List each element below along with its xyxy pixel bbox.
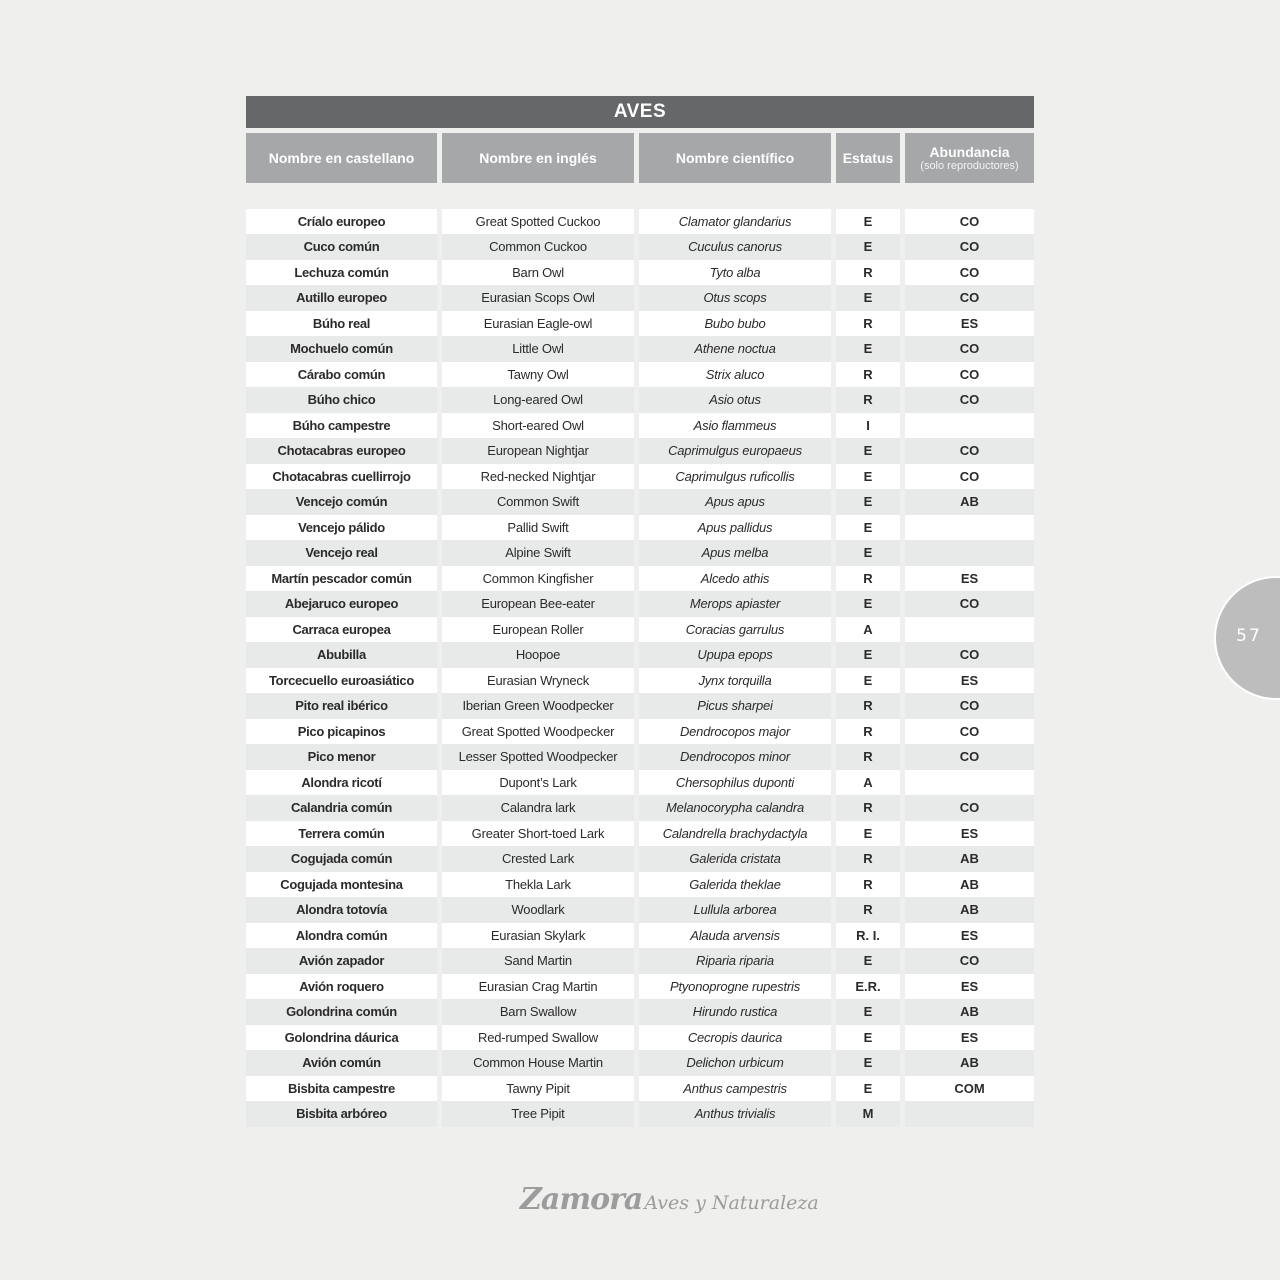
table-row [246, 744, 1034, 770]
cell-english-name: Alpine Swift [442, 540, 634, 566]
cell-scientific-name: Apus melba [639, 540, 831, 566]
header-abundance-label: Abundancia [929, 143, 1010, 160]
birds-table [241, 133, 1039, 1127]
table-row [246, 770, 1034, 796]
cell-abundance: CO [905, 795, 1034, 821]
table-row [246, 540, 1034, 566]
table-row [246, 260, 1034, 286]
cell-abundance: CO [905, 438, 1034, 464]
cell-spanish-name: Bisbita arbóreo [246, 1101, 437, 1127]
cell-status: M [836, 1101, 900, 1127]
cell-scientific-name: Merops apiaster [639, 591, 831, 617]
cell-english-name: Crested Lark [442, 846, 634, 872]
cell-scientific-name: Asio flammeus [639, 413, 831, 439]
cell-english-name: Iberian Green Woodpecker [442, 693, 634, 719]
cell-status: E [836, 285, 900, 311]
table-row [246, 209, 1034, 235]
cell-abundance: CO [905, 336, 1034, 362]
table-row [246, 846, 1034, 872]
cell-status: E [836, 591, 900, 617]
cell-english-name: Tree Pipit [442, 1101, 634, 1127]
header-status: Estatus [836, 133, 900, 183]
cell-scientific-name: Picus sharpei [639, 693, 831, 719]
cell-english-name: Short-eared Owl [442, 413, 634, 439]
cell-scientific-name: Otus scops [639, 285, 831, 311]
cell-abundance: CO [905, 362, 1034, 388]
cell-spanish-name: Avión roquero [246, 974, 437, 1000]
cell-english-name: Hoopoe [442, 642, 634, 668]
header-row [246, 133, 1034, 183]
table-row [246, 872, 1034, 898]
cell-english-name: Sand Martin [442, 948, 634, 974]
table-row [246, 566, 1034, 592]
cell-scientific-name: Galerida theklae [639, 872, 831, 898]
cell-status: E [836, 489, 900, 515]
cell-status: R [836, 311, 900, 337]
cell-status: R [836, 872, 900, 898]
cell-spanish-name: Alondra totovía [246, 897, 437, 923]
cell-status: E [836, 642, 900, 668]
cell-english-name: Calandra lark [442, 795, 634, 821]
cell-abundance: CO [905, 464, 1034, 490]
cell-status: R [836, 362, 900, 388]
cell-status: A [836, 617, 900, 643]
table-row [246, 999, 1034, 1025]
cell-status: R [836, 795, 900, 821]
cell-scientific-name: Cuculus canorus [639, 234, 831, 260]
cell-abundance: CO [905, 209, 1034, 235]
cell-spanish-name: Búho chico [246, 387, 437, 413]
cell-abundance: ES [905, 974, 1034, 1000]
cell-spanish-name: Avión zapador [246, 948, 437, 974]
cell-scientific-name: Jynx torquilla [639, 668, 831, 694]
table-row [246, 617, 1034, 643]
cell-status: E [836, 336, 900, 362]
cell-abundance [905, 413, 1034, 439]
cell-spanish-name: Pico picapinos [246, 719, 437, 745]
table-row [246, 387, 1034, 413]
cell-spanish-name: Terrera común [246, 821, 437, 847]
cell-scientific-name: Coracias garrulus [639, 617, 831, 643]
cell-english-name: Tawny Pipit [442, 1076, 634, 1102]
cell-english-name: Common Cuckoo [442, 234, 634, 260]
cell-status: E [836, 234, 900, 260]
cell-status: E [836, 1050, 900, 1076]
cell-status: R. I. [836, 923, 900, 949]
cell-spanish-name: Carraca europea [246, 617, 437, 643]
cell-scientific-name: Dendrocopos minor [639, 744, 831, 770]
cell-status: R [836, 719, 900, 745]
cell-english-name: Thekla Lark [442, 872, 634, 898]
cell-abundance: ES [905, 311, 1034, 337]
cell-scientific-name: Dendrocopos major [639, 719, 831, 745]
cell-english-name: Eurasian Skylark [442, 923, 634, 949]
cell-scientific-name: Calandrella brachydactyla [639, 821, 831, 847]
cell-spanish-name: Torcecuello euroasiático [246, 668, 437, 694]
cell-spanish-name: Alondra ricotí [246, 770, 437, 796]
cell-abundance [905, 770, 1034, 796]
cell-abundance: CO [905, 948, 1034, 974]
cell-status: E [836, 209, 900, 235]
cell-english-name: Long-eared Owl [442, 387, 634, 413]
cell-scientific-name: Bubo bubo [639, 311, 831, 337]
cell-status: E [836, 948, 900, 974]
cell-english-name: Eurasian Crag Martin [442, 974, 634, 1000]
cell-english-name: Woodlark [442, 897, 634, 923]
cell-english-name: Red-necked Nightjar [442, 464, 634, 490]
cell-status: E [836, 515, 900, 541]
cell-scientific-name: Athene noctua [639, 336, 831, 362]
table-row [246, 974, 1034, 1000]
table-row [246, 1025, 1034, 1051]
cell-scientific-name: Apus apus [639, 489, 831, 515]
table-row [246, 336, 1034, 362]
cell-abundance: ES [905, 923, 1034, 949]
cell-english-name: Greater Short-toed Lark [442, 821, 634, 847]
cell-status: E [836, 1076, 900, 1102]
cell-status: R [836, 260, 900, 286]
table-row [246, 234, 1034, 260]
cell-abundance: CO [905, 234, 1034, 260]
cell-abundance: AB [905, 846, 1034, 872]
footer-logo [520, 1182, 819, 1222]
table-row [246, 821, 1034, 847]
cell-status: E.R. [836, 974, 900, 1000]
cell-english-name: Tawny Owl [442, 362, 634, 388]
cell-scientific-name: Caprimulgus ruficollis [639, 464, 831, 490]
table-row [246, 489, 1034, 515]
cell-english-name: Barn Swallow [442, 999, 634, 1025]
cell-status: E [836, 668, 900, 694]
cell-scientific-name: Delichon urbicum [639, 1050, 831, 1076]
cell-abundance [905, 617, 1034, 643]
cell-spanish-name: Mochuelo común [246, 336, 437, 362]
cell-spanish-name: Golondrina común [246, 999, 437, 1025]
cell-english-name: Red-rumped Swallow [442, 1025, 634, 1051]
cell-english-name: European Nightjar [442, 438, 634, 464]
cell-abundance: AB [905, 897, 1034, 923]
page-number: 57 [1236, 626, 1262, 646]
cell-scientific-name: Tyto alba [639, 260, 831, 286]
cell-english-name: Little Owl [442, 336, 634, 362]
header-scientific-name: Nombre científico [639, 133, 831, 183]
cell-scientific-name: Apus pallidus [639, 515, 831, 541]
cell-scientific-name: Chersophilus duponti [639, 770, 831, 796]
cell-status: R [836, 744, 900, 770]
cell-status: E [836, 1025, 900, 1051]
cell-status: A [836, 770, 900, 796]
header-english-name: Nombre en inglés [442, 133, 634, 183]
cell-abundance [905, 540, 1034, 566]
cell-status: I [836, 413, 900, 439]
cell-abundance: ES [905, 1025, 1034, 1051]
cell-abundance: ES [905, 821, 1034, 847]
cell-abundance: CO [905, 260, 1034, 286]
cell-abundance [905, 1101, 1034, 1127]
cell-english-name: Eurasian Eagle-owl [442, 311, 634, 337]
table-row [246, 464, 1034, 490]
cell-abundance: CO [905, 693, 1034, 719]
cell-abundance [905, 515, 1034, 541]
cell-scientific-name: Strix aluco [639, 362, 831, 388]
cell-scientific-name: Clamator glandarius [639, 209, 831, 235]
table-row [246, 668, 1034, 694]
cell-abundance: ES [905, 668, 1034, 694]
cell-status: R [836, 693, 900, 719]
cell-abundance: CO [905, 285, 1034, 311]
cell-abundance: COM [905, 1076, 1034, 1102]
cell-abundance: CO [905, 719, 1034, 745]
table-row [246, 413, 1034, 439]
birds-table-panel [246, 96, 1034, 1127]
table-row [246, 285, 1034, 311]
cell-abundance: CO [905, 744, 1034, 770]
cell-scientific-name: Alauda arvensis [639, 923, 831, 949]
table-row [246, 591, 1034, 617]
cell-spanish-name: Lechuza común [246, 260, 437, 286]
cell-spanish-name: Autillo europeo [246, 285, 437, 311]
cell-status: R [836, 897, 900, 923]
cell-spanish-name: Bisbita campestre [246, 1076, 437, 1102]
cell-english-name: Common House Martin [442, 1050, 634, 1076]
cell-status: E [836, 464, 900, 490]
cell-english-name: European Bee-eater [442, 591, 634, 617]
table-row [246, 719, 1034, 745]
cell-spanish-name: Abubilla [246, 642, 437, 668]
cell-scientific-name: Alcedo athis [639, 566, 831, 592]
table-row [246, 1101, 1034, 1127]
cell-spanish-name: Martín pescador común [246, 566, 437, 592]
cell-english-name: Common Kingfisher [442, 566, 634, 592]
cell-spanish-name: Chotacabras cuellirrojo [246, 464, 437, 490]
cell-english-name: Great Spotted Woodpecker [442, 719, 634, 745]
logo-sub-text: Aves y Naturaleza [644, 1192, 819, 1214]
cell-english-name: Eurasian Wryneck [442, 668, 634, 694]
cell-spanish-name: Calandria común [246, 795, 437, 821]
cell-spanish-name: Cogujada montesina [246, 872, 437, 898]
cell-english-name: Lesser Spotted Woodpecker [442, 744, 634, 770]
cell-spanish-name: Cuco común [246, 234, 437, 260]
cell-english-name: Common Swift [442, 489, 634, 515]
cell-english-name: Barn Owl [442, 260, 634, 286]
cell-spanish-name: Vencejo pálido [246, 515, 437, 541]
cell-english-name: Dupont’s Lark [442, 770, 634, 796]
cell-spanish-name: Vencejo común [246, 489, 437, 515]
cell-spanish-name: Alondra común [246, 923, 437, 949]
cell-status: R [836, 566, 900, 592]
table-row [246, 948, 1034, 974]
table-title: AVES [246, 96, 1034, 128]
table-body [246, 209, 1034, 1127]
cell-spanish-name: Pico menor [246, 744, 437, 770]
cell-status: E [836, 438, 900, 464]
cell-scientific-name: Lullula arborea [639, 897, 831, 923]
table-row [246, 438, 1034, 464]
cell-status: E [836, 821, 900, 847]
cell-scientific-name: Riparia riparia [639, 948, 831, 974]
cell-abundance: AB [905, 999, 1034, 1025]
cell-english-name: European Roller [442, 617, 634, 643]
table-row [246, 897, 1034, 923]
cell-spanish-name: Cárabo común [246, 362, 437, 388]
cell-english-name: Great Spotted Cuckoo [442, 209, 634, 235]
cell-scientific-name: Upupa epops [639, 642, 831, 668]
header-abundance [905, 133, 1034, 183]
table-row [246, 311, 1034, 337]
cell-scientific-name: Asio otus [639, 387, 831, 413]
table-row [246, 362, 1034, 388]
cell-abundance: CO [905, 591, 1034, 617]
table-row [246, 795, 1034, 821]
cell-scientific-name: Melanocorypha calandra [639, 795, 831, 821]
cell-spanish-name: Chotacabras europeo [246, 438, 437, 464]
table-row [246, 693, 1034, 719]
cell-status: E [836, 999, 900, 1025]
cell-scientific-name: Anthus trivialis [639, 1101, 831, 1127]
cell-abundance: CO [905, 387, 1034, 413]
cell-english-name: Pallid Swift [442, 515, 634, 541]
cell-abundance: AB [905, 872, 1034, 898]
cell-scientific-name: Hirundo rustica [639, 999, 831, 1025]
cell-status: R [836, 387, 900, 413]
cell-english-name: Eurasian Scops Owl [442, 285, 634, 311]
cell-spanish-name: Vencejo real [246, 540, 437, 566]
cell-spanish-name: Búho real [246, 311, 437, 337]
cell-status: R [836, 846, 900, 872]
table-row [246, 923, 1034, 949]
header-abundance-sublabel: (solo reproductores) [920, 159, 1019, 172]
cell-abundance: AB [905, 1050, 1034, 1076]
cell-scientific-name: Ptyonoprogne rupestris [639, 974, 831, 1000]
cell-abundance: ES [905, 566, 1034, 592]
logo-main-text: Zamora [520, 1182, 643, 1217]
table-row [246, 515, 1034, 541]
cell-spanish-name: Golondrina dáurica [246, 1025, 437, 1051]
header-spanish-name: Nombre en castellano [246, 133, 437, 183]
cell-spanish-name: Pito real ibérico [246, 693, 437, 719]
cell-scientific-name: Anthus campestris [639, 1076, 831, 1102]
cell-spanish-name: Cogujada común [246, 846, 437, 872]
table-row [246, 1050, 1034, 1076]
table-row [246, 642, 1034, 668]
cell-spanish-name: Abejaruco europeo [246, 591, 437, 617]
cell-spanish-name: Avión común [246, 1050, 437, 1076]
table-row [246, 1076, 1034, 1102]
cell-scientific-name: Galerida cristata [639, 846, 831, 872]
cell-scientific-name: Caprimulgus europaeus [639, 438, 831, 464]
cell-status: E [836, 540, 900, 566]
cell-abundance: CO [905, 642, 1034, 668]
cell-spanish-name: Críalo europeo [246, 209, 437, 235]
cell-abundance: AB [905, 489, 1034, 515]
cell-scientific-name: Cecropis daurica [639, 1025, 831, 1051]
cell-spanish-name: Búho campestre [246, 413, 437, 439]
